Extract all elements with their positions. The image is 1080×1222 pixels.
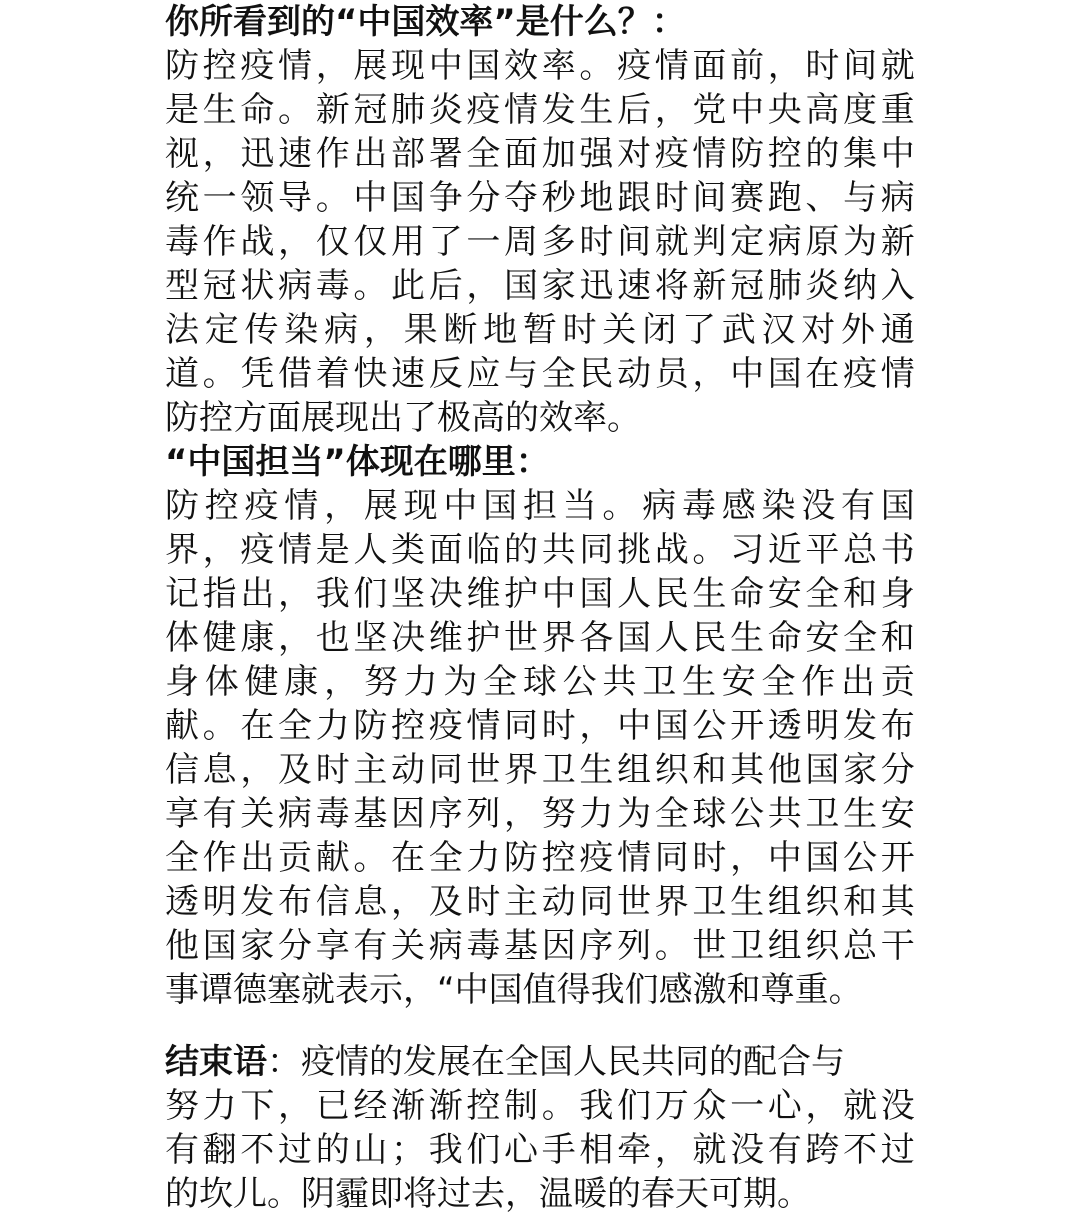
conclusion-first-line <box>165 1040 845 1084</box>
section2-line: 事谭德塞就表示，“中国值得我们感激和尊重。 <box>165 970 863 1010</box>
section2-line: 记 指 出 ， 我 们 坚 决 维 护 中 国 人 民 生 命 安 全 和 身 <box>165 574 915 614</box>
section1-line: 道 。 凭 借 着 快 速 反 应 与 全 民 动 员 ， 中 国 在 疫 情 <box>165 354 915 394</box>
section1-line: 型 冠 状 病 毒 。 此 后 ， 国 家 迅 速 将 新 冠 肺 炎 纳 入 <box>165 266 915 306</box>
section1-line: 防控方面展现出了极高的效率。 <box>165 398 641 438</box>
section2-line: 献 。 在 全 力 防 控 疫 情 同 时 ， 中 国 公 开 透 明 发 布 <box>165 706 915 746</box>
conclusion-label: 结束语 <box>165 1042 267 1082</box>
section2-line: 身 体 健 康 ， 努 力 为 全 球 公 共 卫 生 安 全 作 出 贡 <box>165 662 915 702</box>
conclusion-line: 的坎儿。阴霾即将过去，温暖的春天可期。 <box>165 1174 811 1214</box>
section2-heading: “中国担当”体现在哪里： <box>165 442 550 482</box>
section1-line: 统 一 领 导 。 中 国 争 分 夺 秒 地 跟 时 间 赛 跑 、 与 病 <box>165 178 915 218</box>
section2-line: 全 作 出 贡 献 。 在 全 力 防 控 疫 情 同 时 ， 中 国 公 开 <box>165 838 915 878</box>
section1-line: 是 生 命 。 新 冠 肺 炎 疫 情 发 生 后 ， 党 中 央 高 度 重 <box>165 90 915 130</box>
conclusion-line: 努 力 下 ， 已 经 渐 渐 控 制 。 我 们 万 众 一 心 ， 就 没 <box>165 1086 915 1126</box>
section2-line: 信 息 ， 及 时 主 动 同 世 界 卫 生 组 织 和 其 他 国 家 分 <box>165 750 915 790</box>
section2-line: 他 国 家 分 享 有 关 病 毒 基 因 序 列 。 世 卫 组 织 总 干 <box>165 926 915 966</box>
section2-line: 透 明 发 布 信 息 ， 及 时 主 动 同 世 界 卫 生 组 织 和 其 <box>165 882 915 922</box>
section1-line: 毒 作 战 ， 仅 仅 用 了 一 周 多 时 间 就 判 定 病 原 为 新 <box>165 222 915 262</box>
section1-line: 法 定 传 染 病 ， 果 断 地 暂 时 关 闭 了 武 汉 对 外 通 <box>165 310 915 350</box>
section1-line: 防 控 疫 情 ， 展 现 中 国 效 率 。 疫 情 面 前 ， 时 间 就 <box>165 46 915 86</box>
section1-line: 视 ， 迅 速 作 出 部 署 全 面 加 强 对 疫 情 防 控 的 集 中 <box>165 134 915 174</box>
conclusion-first-line-text: ：疫情的发展在全国人民共同的配合与 <box>267 1042 845 1082</box>
conclusion-line: 有 翻 不 过 的 山 ； 我 们 心 手 相 牵 ， 就 没 有 跨 不 过 <box>165 1130 915 1170</box>
section2-line: 界 ， 疫 情 是 人 类 面 临 的 共 同 挑 战 。 习 近 平 总 书 <box>165 530 915 570</box>
section2-line: 享 有 关 病 毒 基 因 序 列 ， 努 力 为 全 球 公 共 卫 生 安 <box>165 794 915 834</box>
section1-heading: 你所看到的“中国效率”是什么？： <box>165 2 686 42</box>
section2-line: 防 控 疫 情 ， 展 现 中 国 担 当 。 病 毒 感 染 没 有 国 <box>165 486 915 526</box>
section2-line: 体 健 康 ， 也 坚 决 维 护 世 界 各 国 人 民 生 命 安 全 和 <box>165 618 915 658</box>
